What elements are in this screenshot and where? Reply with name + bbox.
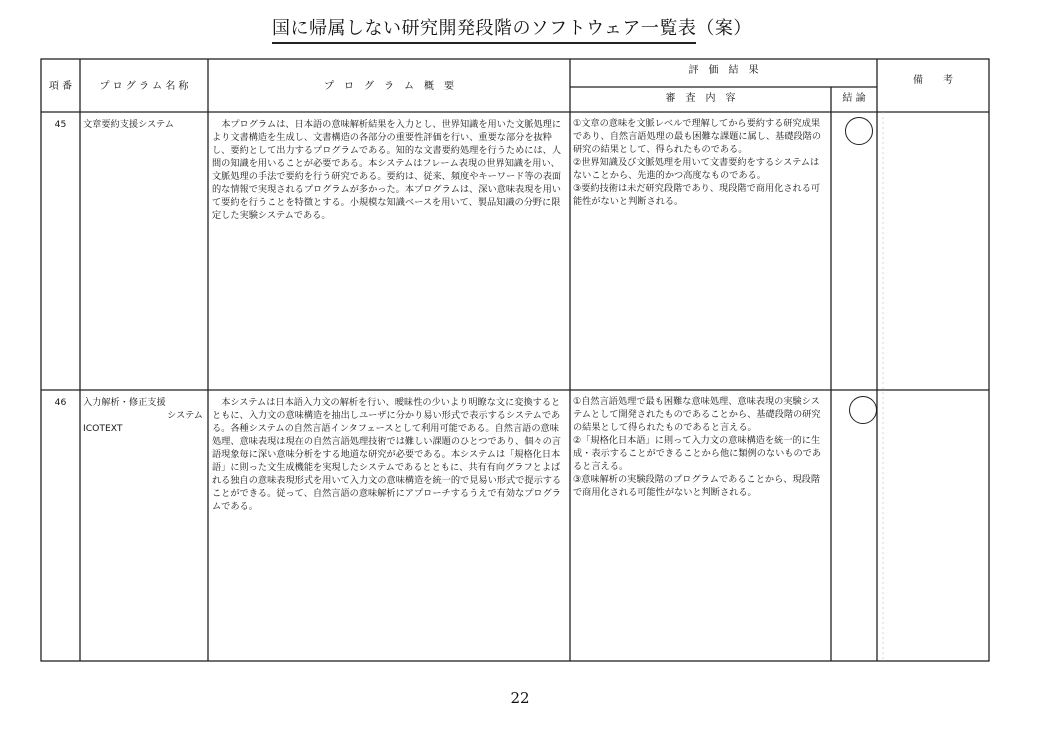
program-name-text: 文章要約支援システム [83, 119, 174, 130]
row-45-review [573, 117, 828, 208]
header-program-overview: プ ロ グ ラ ム 概 要 [324, 81, 454, 92]
review-point-3: ③意味解析の実験段階のプログラムであることから、現段階で商用化される可能性がないと判断される。 [573, 474, 821, 498]
program-name-sub: システム [167, 410, 203, 421]
review-point-1: ①文章の意味を文脈レベルで理解してから要約する研究成果であり、自然言語処理の最も困難な課題に属し、基礎段階の研究の結果として、得られたものである。 [573, 118, 822, 155]
row-46-number: 46 [54, 397, 67, 408]
page-number: 22 [510, 689, 530, 707]
header-remarks: 備 考 [913, 75, 953, 86]
header-program-name: プ ロ グ ラ ム 名 称 [99, 81, 189, 92]
review-point-1: ①自然言語処理で最も困難な意味処理、意味表現の実験システムとして開発されたものであることから、基礎段階の研究の結果として得られたものであると言える。 [573, 396, 821, 433]
overview-text: 本システムは日本語入力文の解析を行い、曖昧性の少いより明瞭な文に変換するとともに、入力文の意味構造を抽出しユーザに分かり易い形式で表示するシステムである。各種システムの自然言語インタフェースとして利用可能である。自然言語の意味処理、意味表現は現在の自然言語処理技術では難しい課題のひとつであり、個々の言語現象毎に深い意味分析をする地道な研究が必要である。本システムは「規格化日本語」に則った文生成機能を実現したシステムであるとともに、共有有向グラフとよばれる独自の意味表現形式を用いて入力文の意味構造を統一的で見易い形式で提示することができる。従って、自然言語の意味解析にアプローチするうえで有効なプログラムである。 [212, 397, 562, 512]
program-name-text: 入力解析・修正支援 [83, 397, 166, 408]
row-45-number: 45 [54, 119, 67, 130]
row-46-overview [212, 396, 566, 513]
conclusion-approved-circle-icon [849, 396, 877, 424]
review-point-2: ②世界知識及び文脈処理を用いて文書要約をするシステムはないことから、先進的かつ高度なものである。 [573, 157, 820, 181]
program-code: ICOTEXT [83, 423, 123, 434]
review-point-2: ②「規格化日本語」に則って入力文の意味構造を統一的に生成・表示することができることから他に類例のないものであると言える。 [573, 435, 822, 472]
row-46-review [573, 395, 828, 499]
header-item-no: 項 番 [48, 81, 73, 92]
header-conclusion: 結 論 [842, 93, 866, 104]
row-45-program-name [83, 118, 205, 131]
overview-text: 本プログラムは、日本語の意味解析結果を入力とし、世界知識を用いた文脈処理により文書構造を生成し、文書構造の各部分の重要性評価を行い、重要な部分を抜粋し、要約として出力するプログラムである。知的な文書要約処理を行うためには、人間の知識を用いることが必要である。本システムはフレーム表現の世界知識を用い、文脈処理の手法で要約を行う研究である。要約は、従来、頻度やキーワード等の表面的な情報で実現されるプログラムが多かった。本プログラムは、深い意味表現を用いて要約を行うことを特徴とする。小規模な知識ベースを用いて、製品知識の分野に限定した実験システムである。 [212, 119, 562, 221]
row-46-program-name [83, 396, 205, 435]
review-point-3: ③要約技術は未だ研究段階であり、現段階で商用化される可能性がないと判断される。 [573, 183, 821, 207]
row-45-overview [212, 118, 566, 222]
header-evaluation-result: 評 価 結 果 [688, 65, 759, 76]
conclusion-approved-circle-icon [845, 117, 873, 145]
header-review-content: 審 査 内 容 [665, 93, 736, 104]
document-title: 国に帰属しない研究開発段階のソフトウェア一覧表（案） [272, 16, 696, 44]
